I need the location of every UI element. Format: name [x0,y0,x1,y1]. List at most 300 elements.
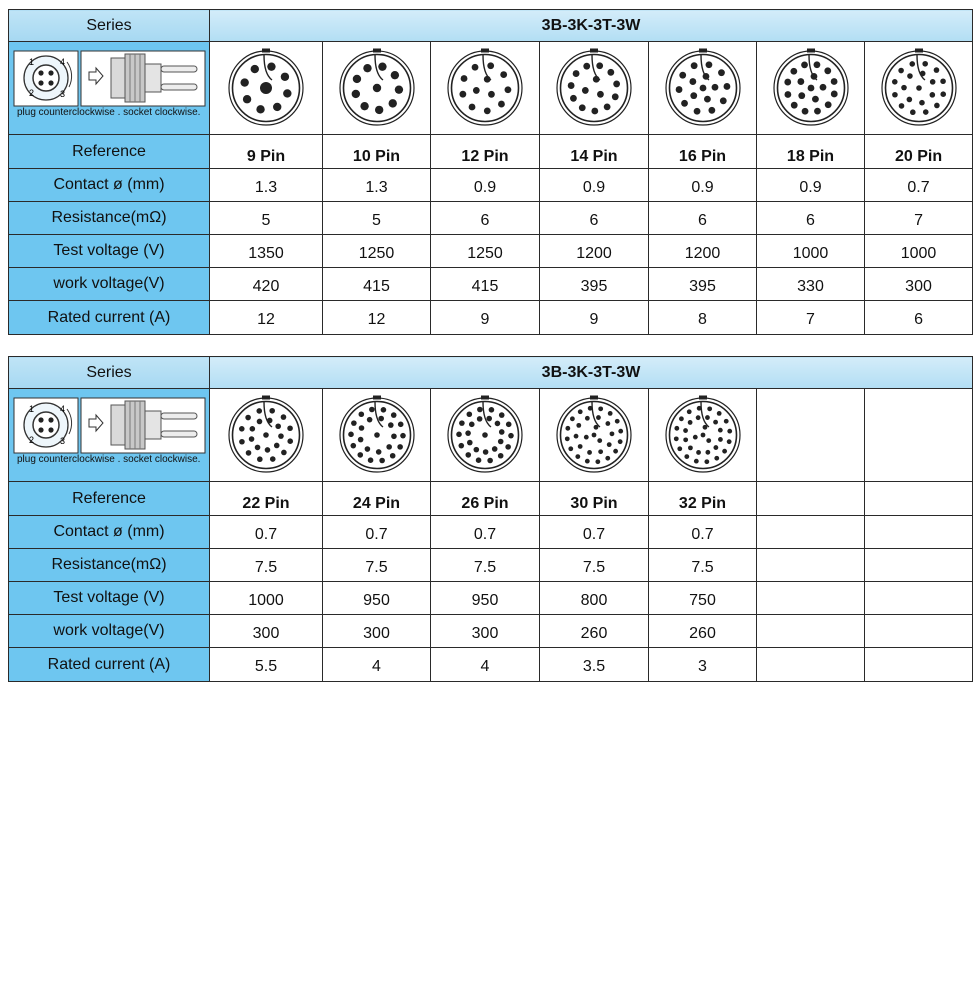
svg-text:2: 2 [29,435,35,445]
pin-dot [249,436,255,442]
pin-dot [476,457,482,463]
table-cell: 18 Pin [757,135,865,169]
pin-dot [607,442,612,447]
pin-dot [674,426,679,431]
rotation-note: plug counterclockwise . socket clockwise. [17,454,201,465]
pin-dot [469,422,475,428]
pin-dot [281,73,289,81]
pin-dot [369,407,375,413]
pin-dot [929,79,935,85]
pin-dot [575,454,580,459]
pin-dot [505,86,512,93]
pin-dot [711,84,718,91]
pin-layout-icon [663,48,743,128]
pin-dot [705,61,712,68]
pin-dot [251,65,259,73]
pin-dot [598,406,603,411]
table-cell: 22 Pin [210,482,323,516]
pin-dot [907,73,913,79]
table-cell: 415 [431,268,540,301]
table-cell [865,648,973,682]
pin-dot [488,91,495,98]
table-cell: 6 [865,301,973,335]
table-cell: 300 [865,268,973,301]
pin-dot [389,453,395,459]
pin-dot [458,443,464,449]
row-label-rated-current: Rated current (A) [9,648,210,682]
pin-dot [719,97,726,104]
pin-dot [459,91,466,98]
svg-text:1: 1 [29,404,35,414]
pin-dot [598,449,603,454]
pin-dot [898,68,904,74]
pin-dot [704,459,709,464]
pin-dot [270,456,276,462]
pin-dot [472,64,479,71]
table-cell: 7 [865,202,973,235]
pin-layout-cell [210,42,323,135]
table-cell: 395 [649,268,757,301]
pin-dot [922,61,928,67]
pin-dot [250,426,256,432]
pin-dot [707,406,712,411]
pin-dot [813,61,820,68]
pin-dot [673,436,678,441]
pin-layout-cell [865,42,973,135]
pin-dot [784,79,791,86]
pin-dot [587,450,592,455]
table-cell: 32 Pin [649,482,757,516]
pin-dot [690,62,697,69]
pin-layout-cell [323,389,431,482]
pin-dot [275,423,281,429]
pin-dot [390,412,396,418]
pin-dot [612,93,619,100]
table-cell: 0.7 [649,516,757,549]
table-cell: 9 [540,301,649,335]
pin-dot [357,452,363,458]
empty-cell [865,389,973,482]
pin-dot [367,457,373,463]
pin-dot [683,437,688,442]
table-cell: 0.7 [431,516,540,549]
empty-cell [757,389,865,482]
table-cell: 4 [431,648,540,682]
row-label-reference: Reference [9,135,210,169]
pin-dot [613,449,618,454]
pin-dot [265,447,271,453]
pin-dot [891,79,897,85]
pin-dot [700,433,705,438]
table-cell: 7.5 [649,549,757,582]
pin-dot [498,101,505,108]
pin-dot [681,100,688,107]
pin-dot [713,445,718,450]
svg-text:1: 1 [29,57,35,67]
pin-dot [568,446,573,451]
pin-dot [613,81,620,88]
pin-layout-icon [445,395,525,475]
spec-table-1 [8,9,973,335]
pin-dot [706,438,711,443]
pin-dot [351,420,357,426]
table-cell [865,516,973,549]
table-cell: 3 [649,648,757,682]
pin-dot [474,447,480,453]
pin-layout-cell [431,42,540,135]
table-cell: 300 [210,615,323,648]
series-value: 3B-3K-3T-3W [210,357,973,389]
pin-layout-cell [540,42,649,135]
table-cell: 6 [757,202,865,235]
pin-layout-icon [445,48,525,128]
pin-layout-cell [649,389,757,482]
table-cell [865,482,973,516]
pin-dot [906,97,912,103]
pin-dot [892,92,898,98]
pin-dot [267,62,275,70]
pin-dot [565,436,570,441]
pin-layout-cell [210,389,323,482]
table-cell: 300 [323,615,431,648]
pin-dot [910,109,916,115]
table-cell: 0.9 [649,169,757,202]
table-cell: 1000 [757,235,865,268]
pin-dot [358,411,364,417]
table-cell: 7.5 [431,549,540,582]
series-value: 3B-3K-3T-3W [210,10,973,42]
row-label-test-voltage: Test voltage (V) [9,235,210,268]
pin-dot [726,439,731,444]
pin-dot [483,449,489,455]
pin-dot [256,105,264,113]
pin-dot [388,99,396,107]
pin-dot [351,90,359,98]
pin-dot [388,422,394,428]
pin-dot [465,452,471,458]
pin-dot [708,107,715,114]
pin-dot [364,446,370,452]
table-cell: 420 [210,268,323,301]
pin-dot [604,103,611,110]
pin-dot [263,432,269,438]
table-cell: 7 [757,301,865,335]
pin-dot [684,454,689,459]
table-cell: 300 [431,615,540,648]
pin-dot [683,428,688,433]
pin-dot [357,437,363,443]
pin-dot [273,103,281,111]
pin-dot [705,415,710,420]
pin-dot [278,433,284,439]
table-cell: 6 [649,202,757,235]
pin-dot [692,435,697,440]
table-cell: 30 Pin [540,482,649,516]
pin-dot [819,84,826,91]
pin-dot [397,422,403,428]
row-label-rated-current: Rated current (A) [9,301,210,335]
pin-dot [487,62,494,69]
pin-dot [363,64,371,72]
pin-dot [699,85,706,92]
pin-dot [679,72,686,79]
row-label-resistance: Resistance(mΩ) [9,549,210,582]
pin-dot [812,96,819,103]
pin-dot [391,433,397,439]
pin-dot [374,432,380,438]
pin-dot [824,67,831,74]
pin-dot [677,446,682,451]
table-cell [757,516,865,549]
pin-dot [618,429,623,434]
pin-dot [506,422,512,428]
pin-dot [723,83,730,90]
pin-dot [245,415,251,421]
table-cell [757,648,865,682]
pin-dot [246,450,252,456]
pin-dot [909,61,915,67]
pin-dot [607,69,614,76]
table-cell: 12 [210,301,323,335]
table-cell [757,482,865,516]
pin-dot [350,443,356,449]
pin-dot [922,109,928,115]
pin-dot [934,103,940,109]
spec-table-2 [8,356,973,682]
pin-dot [814,108,821,115]
pin-dot [492,446,498,452]
pin-layout-icon [771,48,851,128]
table-cell: 7.5 [540,549,649,582]
pin-dot [482,432,488,438]
pin-dot [574,434,579,439]
svg-text:4: 4 [60,57,66,67]
table-cell: 1200 [649,235,757,268]
table-cell: 8 [649,301,757,335]
table-cell: 5 [210,202,323,235]
pin-dot [243,95,251,103]
pin-dot [461,75,468,82]
pin-dot [379,458,385,464]
table-cell: 5 [323,202,431,235]
table-cell: 0.9 [431,169,540,202]
pin-dot [467,411,473,417]
pin-dot [693,459,698,464]
pin-dot [717,428,722,433]
pin-dot [583,63,590,70]
table-cell [757,582,865,615]
pin-dot [269,408,275,414]
pin-dot [498,453,504,459]
pin-dot [605,421,610,426]
table-cell: 1250 [323,235,431,268]
pin-dot [260,82,272,94]
pin-dot [240,78,248,86]
pin-layout-cell [540,389,649,482]
pin-dot [678,416,683,421]
pin-dot [807,85,814,92]
pin-dot [255,445,261,451]
pin-layout-icon [554,48,634,128]
pin-dot [578,409,583,414]
pin-dot [287,425,293,431]
pin-dot [919,100,925,106]
table-cell: 1200 [540,235,649,268]
pin-dot [397,444,403,450]
pin-layout-icon [337,48,417,128]
pin-dot [615,419,620,424]
pin-dot [579,104,586,111]
pin-layout-icon [879,48,959,128]
pin-dot [505,444,511,450]
table-cell: 950 [431,582,540,615]
pin-dot [605,456,610,461]
table-cell: 1000 [210,582,323,615]
table-cell: 9 Pin [210,135,323,169]
pin-dot [689,78,696,85]
svg-text:3: 3 [60,436,66,446]
pin-dot [610,431,615,436]
pin-layout-icon [226,395,306,475]
row-label-test-voltage: Test voltage (V) [9,582,210,615]
mating-diagram [9,42,210,135]
pin-dot [348,432,354,438]
pin-dot [568,82,575,89]
pin-dot [929,92,935,98]
pin-dot [723,419,728,424]
pin-dot [798,92,805,99]
pin-dot [618,439,623,444]
table-cell: 5.5 [210,648,323,682]
table-cell [865,549,973,582]
pin-dot [499,412,505,418]
pin-dot [386,444,392,450]
table-cell: 330 [757,268,865,301]
pin-dot [727,429,732,434]
pin-dot [718,69,725,76]
pin-dot [283,89,291,97]
pin-dot [495,421,501,427]
pin-dot [467,440,473,446]
pin-layout-icon [554,395,634,475]
pin-dot [830,78,837,85]
pin-dot [824,101,831,108]
pin-dot [374,106,382,114]
pin-dot [704,96,711,103]
pin-dot [487,458,493,464]
pin-layout-icon [663,395,743,475]
pin-dot [916,85,922,91]
table-cell: 415 [323,268,431,301]
pin-dot [608,411,613,416]
pin-dot [595,459,600,464]
table-cell: 9 [431,301,540,335]
pin-dot [705,450,710,455]
row-label-work-voltage: work voltage(V) [9,268,210,301]
table-cell: 800 [540,582,649,615]
pin-dot [898,103,904,109]
connector-mating-icon [9,42,209,134]
pin-dot [688,445,693,450]
pin-dot [358,425,364,431]
mating-diagram [9,389,210,482]
pin-dot [585,459,590,464]
pin-dot [582,87,589,94]
table-cell: 6 [431,202,540,235]
pin-dot [394,85,402,93]
table-cell [865,582,973,615]
table-cell: 260 [649,615,757,648]
table-cell: 1250 [431,235,540,268]
pin-layout-cell [431,389,540,482]
row-label-work-voltage: work voltage(V) [9,615,210,648]
pin-dot [366,417,372,423]
pin-dot [257,456,263,462]
pin-dot [256,408,262,414]
table-cell: 1350 [210,235,323,268]
table-cell: 26 Pin [431,482,540,516]
pin-dot [375,449,381,455]
pin-dot [695,415,700,420]
pin-dot [675,86,682,93]
pin-dot [584,435,589,440]
pin-dot [722,449,727,454]
table-cell: 20 Pin [865,135,973,169]
pin-dot [400,433,406,439]
table-cell: 750 [649,582,757,615]
table-cell: 10 Pin [323,135,431,169]
pin-dot [687,420,692,425]
pin-dot [380,407,386,413]
pin-layout-cell [649,42,757,135]
rotation-note: plug counterclockwise . socket clockwise. [17,107,201,118]
pin-dot [790,68,797,75]
pin-dot [596,415,601,420]
table-cell: 0.7 [865,169,973,202]
table-cell: 0.7 [210,516,323,549]
pin-dot [486,416,492,422]
pin-dot [274,443,280,449]
pin-dot [596,62,603,69]
pin-dot [477,407,483,413]
pin-dot [716,411,721,416]
table-cell: 0.7 [540,516,649,549]
pin-dot [576,423,581,428]
pin-dot [498,439,504,445]
table-cell: 1000 [865,235,973,268]
pin-dot [573,70,580,77]
table-cell [757,549,865,582]
pin-dot [508,433,514,439]
pin-dot [901,85,907,91]
pin-dot [500,71,507,78]
connector-mating-icon [9,389,209,481]
table-cell: 0.9 [757,169,865,202]
table-cell: 7.5 [323,549,431,582]
pin-dot [797,78,804,85]
pin-dot [718,437,723,442]
row-label-contact-diameter: Contact ø (mm) [9,169,210,202]
pin-dot [239,439,245,445]
pin-dot [473,87,480,94]
pin-dot [696,450,701,455]
pin-dot [591,108,598,115]
table-cell: 24 Pin [323,482,431,516]
pin-dot [713,420,718,425]
row-label-reference: Reference [9,482,210,516]
pin-dot [693,108,700,115]
pin-dot [239,426,245,432]
